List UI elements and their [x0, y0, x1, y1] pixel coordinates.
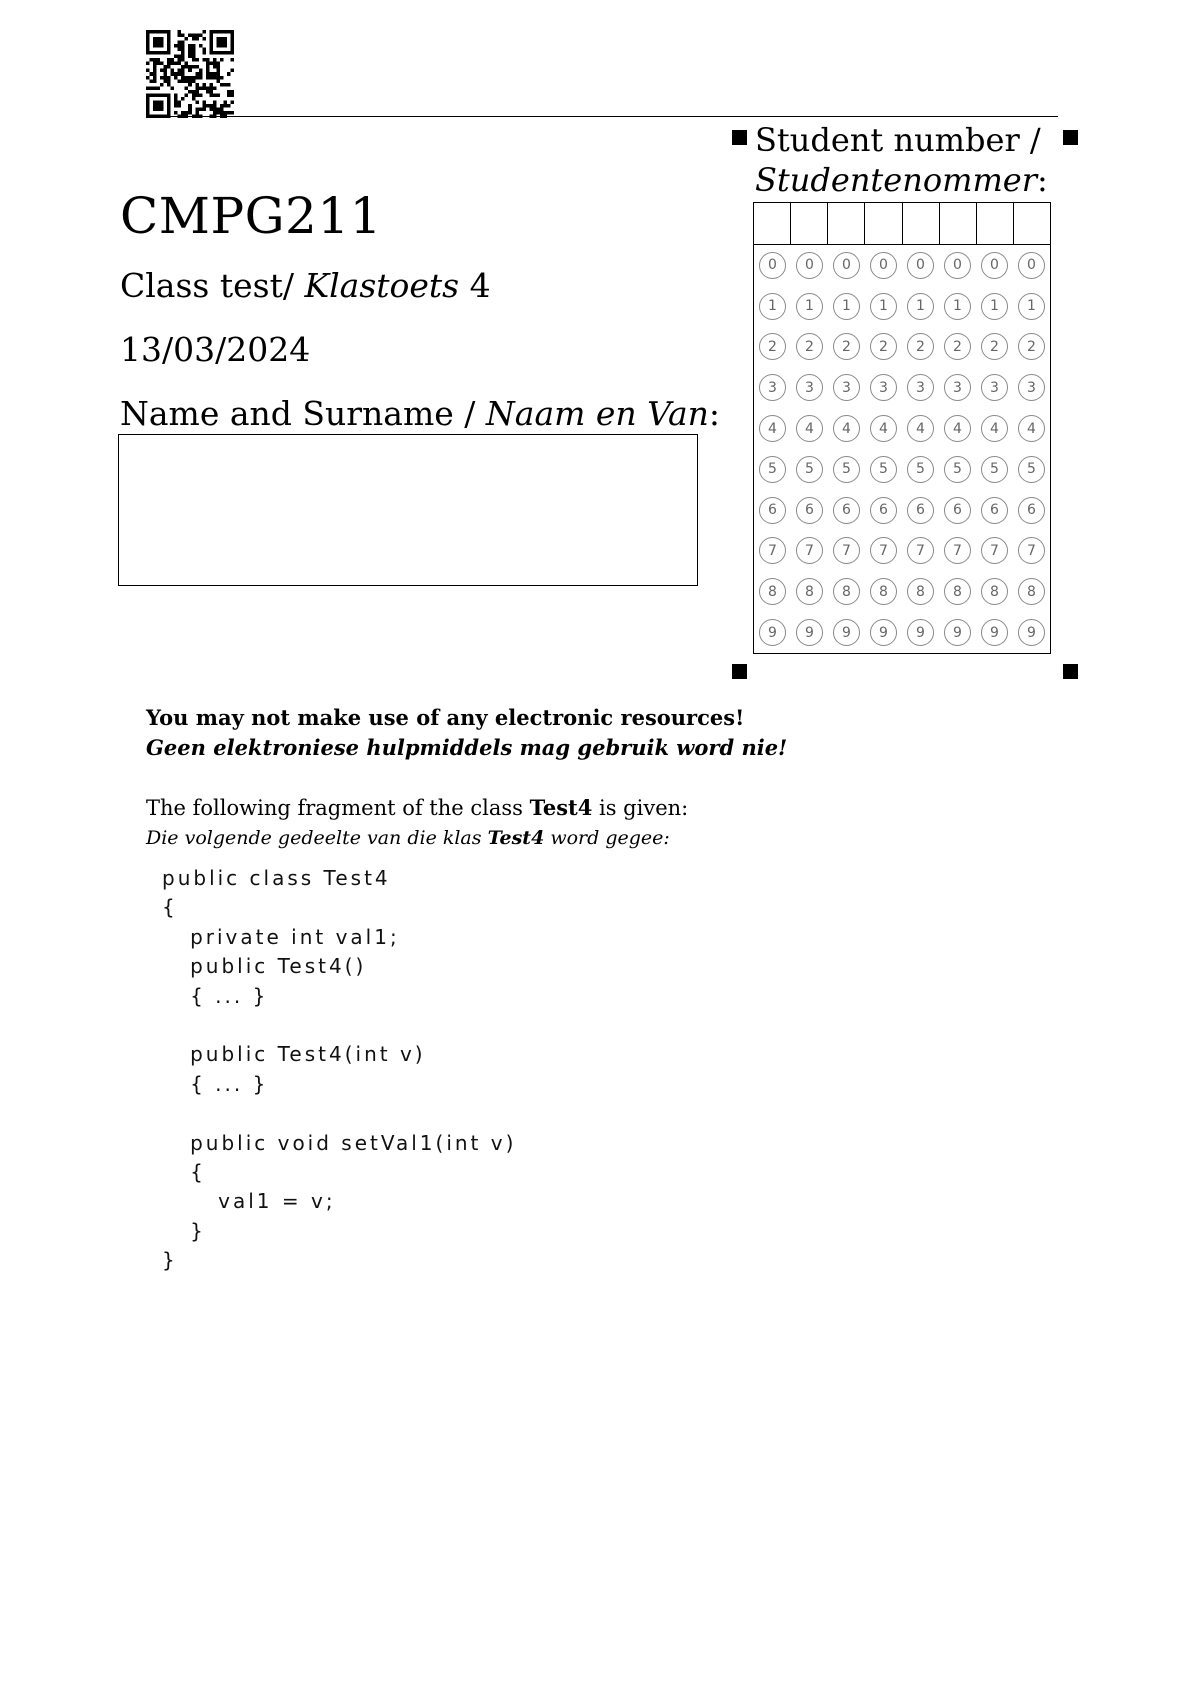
digit-bubble[interactable]: [791, 619, 828, 646]
digit-box[interactable]: [940, 203, 977, 244]
digit-bubble-label: 0: [944, 252, 971, 279]
code-line: public void setVal1(int v): [162, 1130, 517, 1155]
digit-bubble-label: 1: [907, 293, 934, 320]
digit-box[interactable]: [865, 203, 902, 244]
digit-bubble[interactable]: [865, 497, 902, 524]
code-line: }: [162, 1248, 178, 1273]
code-line: public class Test4: [162, 866, 391, 890]
digit-bubble-label: 0: [796, 252, 823, 279]
digit-bubble[interactable]: [754, 619, 791, 646]
digit-bubble-label: 7: [759, 537, 786, 564]
digit-bubble[interactable]: [976, 456, 1013, 483]
digit-bubble-label: 5: [1018, 456, 1045, 483]
digit-bubble-label: 3: [759, 374, 786, 401]
bubble-row: [754, 245, 1050, 286]
digit-bubble-label: 2: [1018, 333, 1045, 360]
intro-afrikaans: Die volgende gedeelte van die klas Test4 word gegee:: [146, 827, 670, 849]
digit-bubble-label: 3: [1018, 374, 1045, 401]
digit-bubble[interactable]: [976, 374, 1013, 401]
digit-bubble[interactable]: [1013, 497, 1050, 524]
digit-bubble-label: 7: [833, 537, 860, 564]
digit-bubble[interactable]: [754, 456, 791, 483]
digit-bubble[interactable]: [865, 456, 902, 483]
code-line: {: [162, 1159, 206, 1184]
digit-bubble[interactable]: [791, 374, 828, 401]
digit-bubble[interactable]: [865, 293, 902, 320]
digit-bubble[interactable]: [902, 578, 939, 605]
bubble-row: [754, 286, 1050, 327]
digit-bubble-label: 9: [870, 619, 897, 646]
digit-bubble-label: 4: [759, 415, 786, 442]
digit-bubble-label: 0: [833, 252, 860, 279]
digit-bubble[interactable]: [791, 252, 828, 279]
digit-bubble[interactable]: [865, 415, 902, 442]
digit-bubble[interactable]: [939, 456, 976, 483]
digit-bubble-label: 2: [796, 333, 823, 360]
digit-bubble[interactable]: [754, 252, 791, 279]
digit-box[interactable]: [791, 203, 828, 244]
digit-bubble[interactable]: [976, 293, 1013, 320]
digit-bubble[interactable]: [1013, 293, 1050, 320]
digit-bubble[interactable]: [791, 293, 828, 320]
digit-bubble-label: 2: [907, 333, 934, 360]
digit-bubble-label: 5: [833, 456, 860, 483]
digit-bubble[interactable]: [902, 619, 939, 646]
digit-bubble[interactable]: [828, 333, 865, 360]
digit-box[interactable]: [977, 203, 1014, 244]
digit-bubble-label: 1: [870, 293, 897, 320]
digit-bubble-label: 1: [981, 293, 1008, 320]
digit-bubble-label: 0: [981, 252, 1008, 279]
digit-bubble[interactable]: [939, 619, 976, 646]
digit-bubble-label: 5: [981, 456, 1008, 483]
digit-bubble[interactable]: [791, 578, 828, 605]
digit-bubble-label: 3: [981, 374, 1008, 401]
digit-bubble-label: 8: [833, 578, 860, 605]
digit-bubble-label: 8: [907, 578, 934, 605]
digit-bubble-label: 7: [796, 537, 823, 564]
bubble-row: [754, 531, 1050, 572]
digit-bubble[interactable]: [828, 619, 865, 646]
student-number-bubbles: [754, 245, 1050, 653]
digit-bubble[interactable]: [791, 456, 828, 483]
corner-marker-bottom-left: [732, 664, 747, 679]
test-date: 13/03/2024: [120, 330, 311, 369]
bubble-row: [754, 327, 1050, 368]
digit-bubble[interactable]: [791, 497, 828, 524]
code-line: public Test4(): [162, 954, 367, 979]
bubble-row: [754, 449, 1050, 490]
digit-bubble-label: 4: [796, 415, 823, 442]
digit-bubble-label: 3: [944, 374, 971, 401]
digit-bubble[interactable]: [902, 537, 939, 564]
student-number-digit-boxes: [754, 203, 1050, 245]
test-title: Class test/ Klastoets 4: [120, 266, 491, 305]
code-line: {: [162, 895, 178, 920]
digit-bubble[interactable]: [902, 333, 939, 360]
digit-bubble-label: 2: [944, 333, 971, 360]
digit-bubble[interactable]: [939, 374, 976, 401]
digit-bubble[interactable]: [828, 374, 865, 401]
code-line: val1 = v;: [162, 1189, 336, 1214]
digit-bubble-label: 7: [1018, 537, 1045, 564]
digit-bubble-label: 4: [944, 415, 971, 442]
digit-bubble[interactable]: [1013, 415, 1050, 442]
digit-bubble[interactable]: [976, 578, 1013, 605]
digit-bubble[interactable]: [865, 619, 902, 646]
warning-afrikaans: Geen elektroniese hulpmiddels mag gebruik word nie!: [146, 735, 788, 760]
code-line: { ... }: [162, 983, 269, 1008]
digit-bubble[interactable]: [754, 374, 791, 401]
digit-bubble-label: 2: [870, 333, 897, 360]
digit-bubble-label: 6: [759, 497, 786, 524]
digit-bubble-label: 9: [981, 619, 1008, 646]
digit-bubble[interactable]: [791, 333, 828, 360]
digit-bubble-label: 9: [833, 619, 860, 646]
digit-bubble[interactable]: [902, 456, 939, 483]
digit-bubble[interactable]: [902, 293, 939, 320]
code-line: { ... }: [162, 1071, 269, 1096]
course-code: CMPG211: [120, 187, 382, 245]
digit-bubble[interactable]: [828, 578, 865, 605]
bubble-row: [754, 571, 1050, 612]
digit-bubble-label: 0: [907, 252, 934, 279]
digit-bubble-label: 9: [796, 619, 823, 646]
digit-bubble[interactable]: [865, 374, 902, 401]
digit-bubble-label: 4: [981, 415, 1008, 442]
digit-bubble-label: 6: [981, 497, 1008, 524]
bubble-row: [754, 490, 1050, 531]
digit-bubble-label: 7: [944, 537, 971, 564]
digit-bubble[interactable]: [754, 415, 791, 442]
digit-bubble[interactable]: [828, 456, 865, 483]
digit-bubble-label: 6: [833, 497, 860, 524]
digit-bubble[interactable]: [939, 333, 976, 360]
digit-bubble[interactable]: [976, 619, 1013, 646]
digit-bubble-label: 1: [796, 293, 823, 320]
digit-bubble-label: 6: [870, 497, 897, 524]
digit-bubble-label: 0: [759, 252, 786, 279]
digit-bubble[interactable]: [939, 293, 976, 320]
digit-bubble[interactable]: [828, 293, 865, 320]
digit-bubble-label: 5: [907, 456, 934, 483]
code-line: [162, 1011, 516, 1040]
digit-bubble[interactable]: [865, 252, 902, 279]
digit-bubble-label: 8: [870, 578, 897, 605]
digit-bubble[interactable]: [939, 578, 976, 605]
code-line: private int val1;: [162, 924, 400, 949]
digit-bubble-label: 3: [833, 374, 860, 401]
digit-bubble-label: 5: [796, 456, 823, 483]
digit-bubble-label: 6: [944, 497, 971, 524]
digit-bubble-label: 9: [944, 619, 971, 646]
digit-bubble[interactable]: [1013, 456, 1050, 483]
digit-bubble[interactable]: [1013, 252, 1050, 279]
digit-bubble[interactable]: [902, 252, 939, 279]
digit-box[interactable]: [828, 203, 865, 244]
digit-bubble-label: 9: [759, 619, 786, 646]
warning-english: You may not make use of any electronic resources!: [146, 705, 745, 730]
digit-bubble-label: 4: [833, 415, 860, 442]
digit-bubble-label: 1: [944, 293, 971, 320]
digit-bubble[interactable]: [828, 537, 865, 564]
bubble-row: [754, 612, 1050, 653]
corner-marker-bottom-right: [1063, 664, 1078, 679]
digit-bubble[interactable]: [1013, 333, 1050, 360]
digit-bubble[interactable]: [754, 537, 791, 564]
digit-bubble[interactable]: [1013, 619, 1050, 646]
code-line: public Test4(int v): [162, 1042, 426, 1067]
digit-bubble-label: 4: [1018, 415, 1045, 442]
digit-bubble-label: 8: [759, 578, 786, 605]
digit-bubble[interactable]: [976, 415, 1013, 442]
student-number-grid: [753, 202, 1051, 654]
digit-bubble[interactable]: [939, 415, 976, 442]
digit-bubble[interactable]: [1013, 578, 1050, 605]
digit-bubble-label: 3: [870, 374, 897, 401]
digit-bubble-label: 7: [907, 537, 934, 564]
student-number-label: Student number / Studentenommer:: [755, 121, 1048, 199]
corner-marker-top-right: [1063, 130, 1078, 145]
bubble-row: [754, 367, 1050, 408]
digit-bubble[interactable]: [939, 537, 976, 564]
digit-bubble[interactable]: [902, 374, 939, 401]
digit-bubble[interactable]: [865, 578, 902, 605]
digit-bubble[interactable]: [754, 497, 791, 524]
digit-bubble[interactable]: [976, 537, 1013, 564]
qr-code-icon: [146, 30, 234, 118]
code-block: [162, 864, 516, 1275]
digit-bubble-label: 5: [759, 456, 786, 483]
digit-bubble[interactable]: [865, 537, 902, 564]
digit-bubble[interactable]: [865, 333, 902, 360]
code-line: [162, 1099, 516, 1128]
digit-bubble-label: 5: [870, 456, 897, 483]
digit-bubble[interactable]: [791, 537, 828, 564]
digit-bubble-label: 8: [1018, 578, 1045, 605]
name-label: Name and Surname / Naam en Van:: [120, 394, 721, 433]
digit-bubble-label: 4: [870, 415, 897, 442]
digit-bubble-label: 6: [1018, 497, 1045, 524]
digit-bubble-label: 7: [981, 537, 1008, 564]
digit-bubble[interactable]: [754, 333, 791, 360]
digit-box[interactable]: [903, 203, 940, 244]
digit-bubble[interactable]: [976, 333, 1013, 360]
digit-bubble[interactable]: [791, 415, 828, 442]
digit-bubble[interactable]: [976, 497, 1013, 524]
digit-box[interactable]: [1014, 203, 1050, 244]
digit-bubble-label: 2: [981, 333, 1008, 360]
digit-bubble[interactable]: [902, 497, 939, 524]
header-rule: [146, 116, 1058, 117]
digit-bubble-label: 6: [907, 497, 934, 524]
digit-bubble-label: 5: [944, 456, 971, 483]
digit-bubble[interactable]: [976, 252, 1013, 279]
digit-bubble-label: 8: [796, 578, 823, 605]
intro-english: The following fragment of the class Test4 is given:: [146, 795, 689, 820]
digit-bubble-label: 1: [759, 293, 786, 320]
digit-bubble[interactable]: [828, 415, 865, 442]
bubble-row: [754, 408, 1050, 449]
digit-bubble-label: 3: [907, 374, 934, 401]
corner-marker-top-left: [732, 130, 747, 145]
digit-bubble[interactable]: [1013, 537, 1050, 564]
name-field[interactable]: [118, 434, 698, 586]
digit-bubble-label: 0: [870, 252, 897, 279]
digit-bubble-label: 9: [1018, 619, 1045, 646]
digit-bubble-label: 2: [759, 333, 786, 360]
digit-bubble[interactable]: [902, 415, 939, 442]
digit-bubble-label: 7: [870, 537, 897, 564]
code-line: }: [162, 1218, 206, 1243]
digit-bubble-label: 4: [907, 415, 934, 442]
digit-bubble[interactable]: [1013, 374, 1050, 401]
digit-bubble[interactable]: [754, 578, 791, 605]
digit-bubble-label: 2: [833, 333, 860, 360]
digit-bubble[interactable]: [828, 252, 865, 279]
digit-bubble[interactable]: [939, 252, 976, 279]
digit-bubble-label: 9: [907, 619, 934, 646]
digit-bubble-label: 0: [1018, 252, 1045, 279]
digit-bubble-label: 8: [981, 578, 1008, 605]
digit-bubble[interactable]: [754, 293, 791, 320]
digit-bubble-label: 1: [833, 293, 860, 320]
digit-bubble[interactable]: [828, 497, 865, 524]
digit-bubble-label: 3: [796, 374, 823, 401]
digit-bubble-label: 8: [944, 578, 971, 605]
digit-box[interactable]: [754, 203, 791, 244]
digit-bubble[interactable]: [939, 497, 976, 524]
digit-bubble-label: 1: [1018, 293, 1045, 320]
digit-bubble-label: 6: [796, 497, 823, 524]
